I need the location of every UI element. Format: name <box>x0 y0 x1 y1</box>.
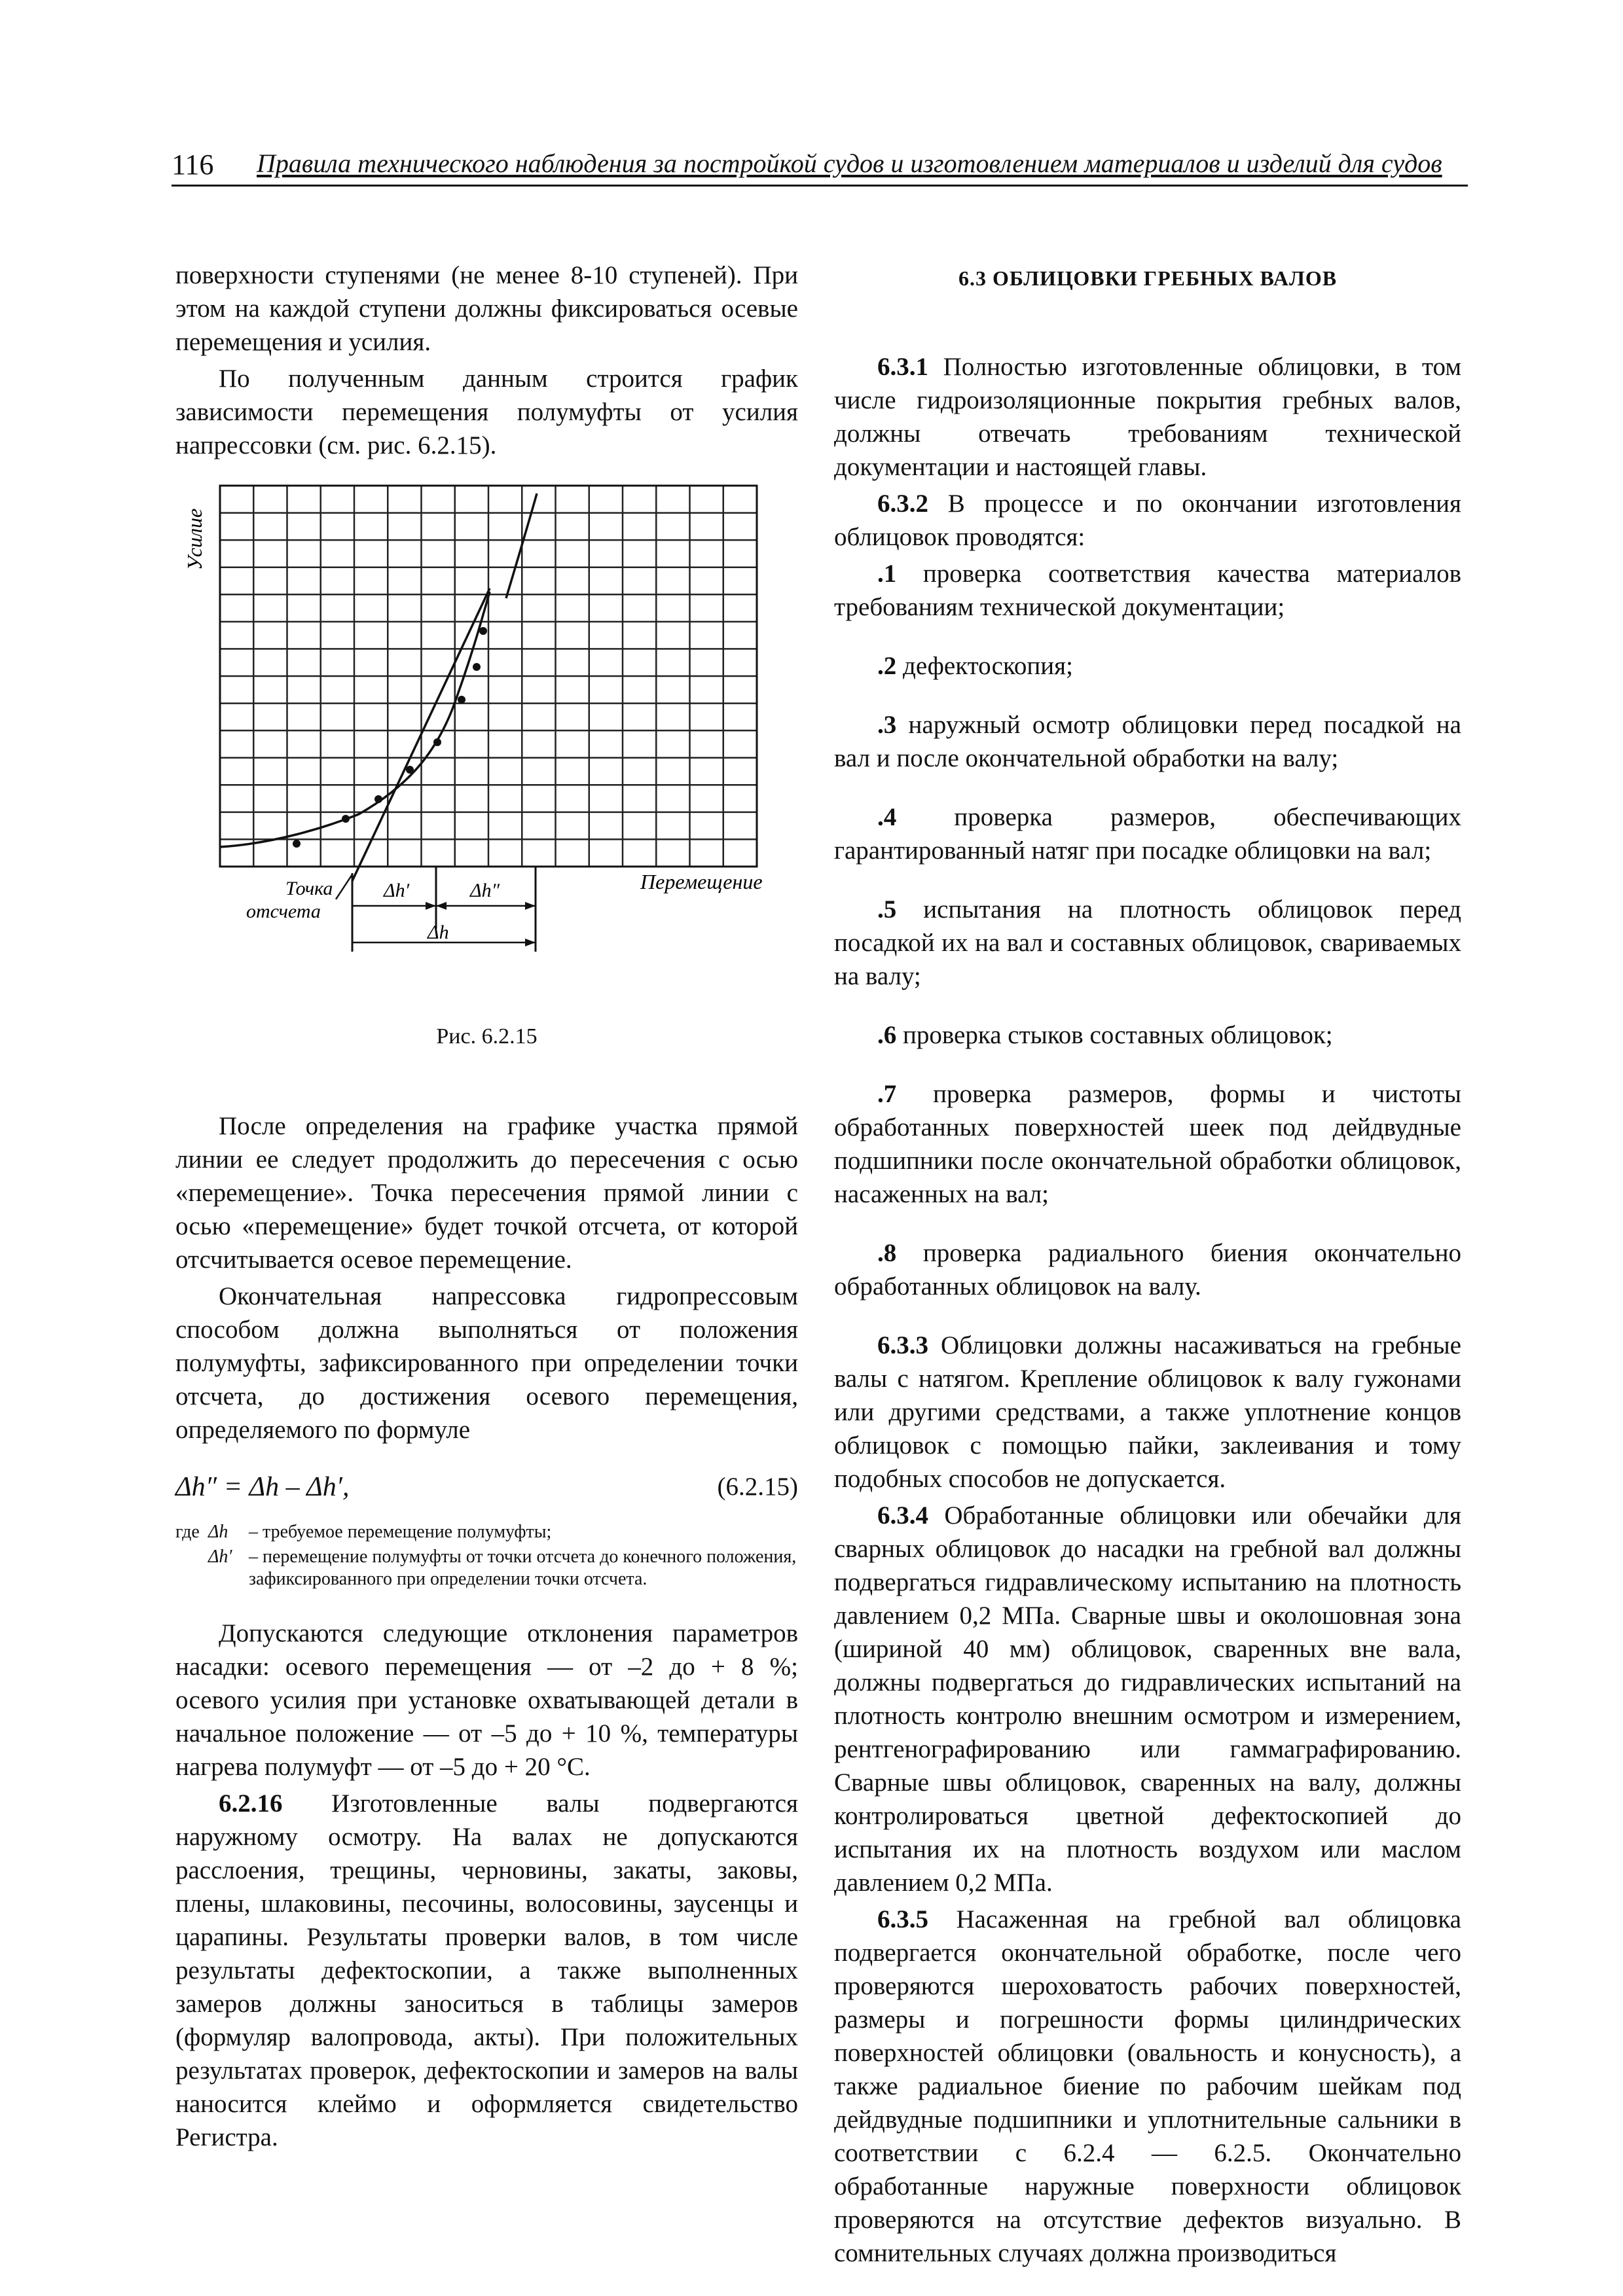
item-text: проверка размеров, обеспечивающих гарантированный натяг при посадке облицовки на вал; <box>834 803 1461 865</box>
formula <box>175 1469 798 1505</box>
clause-6-3-2 <box>834 487 1461 554</box>
figure-caption: Рис. 6.2.15 <box>436 1024 538 1049</box>
start-point-label: Точка <box>285 878 333 899</box>
list-item <box>834 1077 1461 1211</box>
right-column <box>834 259 1461 2270</box>
data-point <box>406 766 414 774</box>
legend-row <box>175 1521 798 1543</box>
item-text: проверка стыков составных облицовок; <box>896 1021 1333 1049</box>
clause-number: 6.2.16 <box>219 1789 283 1818</box>
clause-text: Полностью изготовленные облицовки, в том числе гидроизоляционные покрытия гребных валов, должны отвечать требованиям технической документации и настоящей главы. <box>834 353 1461 481</box>
item-number: .3 <box>877 711 897 739</box>
where-word: где <box>175 1522 200 1542</box>
item-number: .8 <box>877 1239 897 1267</box>
start-point-label: отсчета <box>246 901 321 922</box>
graph-grid <box>220 486 757 867</box>
item-number: .4 <box>877 803 897 831</box>
item-text: дефектоскопия; <box>896 652 1073 680</box>
clause-number: 6.3.2 <box>877 490 928 518</box>
spacer <box>175 1590 798 1617</box>
clause-text: В процессе и по окончании изготовления облицовок проводятся: <box>834 490 1461 551</box>
item-text: наружный осмотр облицовки перед посадкой на вал и после окончательной обработки на валу; <box>834 711 1461 772</box>
data-points <box>293 627 487 848</box>
arrow <box>426 902 436 910</box>
legend-symbol: Δh <box>208 1522 228 1542</box>
formula-legend <box>175 1521 798 1590</box>
clause-number: 6.3.4 <box>877 1501 928 1530</box>
clause-number: 6.3.5 <box>877 1905 928 1933</box>
formula-expression: Δh″ = Δh – Δh′, <box>175 1472 350 1502</box>
data-point <box>458 696 465 704</box>
clause-text: Обработанные облицовки или обечайки для сварных облицовок до насадки на гребной вал должны подвергаться гидравлическому испытанию на плотность давлением 0,2 МПа. Сварные швы и околошовная зона (шириной 40 мм) облицовок, сваренных вне вала, должны подвергаться до гидравлических испытаний на плотность контролю внешним осмотром и измерением, рентгенографированию или гаммаграфированию. Сварные швы облицовок, сваренных на валу, должны контролироваться цветной дефектоскопией до испытания их на плотность воздухом или маслом давлением 0,2 МПа. <box>834 1501 1461 1897</box>
legend-description: – перемещение полумуфты от точки отсчета до конечного положения, зафиксированного при определении точки отсчета. <box>249 1547 797 1589</box>
clause-6-3-4 <box>834 1499 1461 1899</box>
x-axis-label: Перемещение <box>640 870 763 893</box>
left-column <box>175 259 798 2154</box>
data-point <box>479 627 487 635</box>
page-number: 116 <box>172 149 214 181</box>
page-header <box>172 145 1468 187</box>
item-number: .6 <box>877 1021 897 1049</box>
paragraph: По полученным данным строится график зависимости перемещения полумуфты от усилия напрессовки (см. рис. 6.2.15). <box>175 365 798 459</box>
list-item <box>834 649 1461 683</box>
item-text: проверка размеров, формы и чистоты обработанных поверхностей шеек под дейдвудные подшипники после окончательной обработки облицовок, насаженных на вал; <box>834 1080 1461 1208</box>
formula-number: (6.2.15) <box>717 1473 798 1501</box>
clause-number: 6.3.3 <box>877 1331 928 1359</box>
clause-6-3-5 <box>834 1903 1461 2270</box>
start-point-leader <box>336 874 352 899</box>
item-number: .7 <box>877 1080 897 1108</box>
list-item <box>834 800 1461 867</box>
clause-text: Облицовки должны насаживаться на гребные валы с натягом. Крепление облицовок к валу гужонами или другими средствами, а также уплотнение концов облицовок с помощью пайки, заклеивания и тому подобных способов не допускается. <box>834 1331 1461 1493</box>
legend-row <box>175 1546 798 1590</box>
section-title: 6.3 ОБЛИЦОВКИ ГРЕБНЫХ ВАЛОВ <box>958 266 1338 290</box>
data-point <box>473 663 481 671</box>
arrow <box>436 902 447 910</box>
y-axis-label: Усилие <box>183 508 206 571</box>
data-point <box>293 840 301 848</box>
dh1-label: Δh′ <box>384 880 410 901</box>
paragraph: Допускаются следующие отклонения параметров насадки: осевого перемещения — от –2 до + 8 %; осевого усилия при установке охватывающей детали в начальное положение — от –5 до + 10 %, температуры нагрева полумуфт — от –5 до + 20 °C. <box>175 1619 798 1781</box>
clause-text: Изготовленные валы подвергаются наружному осмотру. На валах не допускаются расслоения, трещины, черновины, закаты, заковы, плены, шлаковины, песочины, волосовины, заусенцы и царапины. Результаты проверки валов, в том числе результаты дефектоскопии, а также выполненных замеров должны заноситься в таблицы замеров (формуляр валопровода, акты). При положительных результатах проверок, дефектоскопии и замеров на валы наносится клеймо и оформляется свидетельство Регистра. <box>175 1789 798 2151</box>
arrow <box>525 939 536 946</box>
list-item <box>834 708 1461 775</box>
clause-text: Насаженная на гребной вал облицовка подвергается окончательной обработке, после чего проверяются шероховатость рабочих поверхностей, размеры и погрешности формы цилиндрических поверхностей облицовки (овальность и конусность), а также радиальное биение по рабочим шейкам под дейдвудные подшипники и уплотнительные сальники в соответствии с 6.2.4 — 6.2.5. Окончательно обработанные наружные поверхности облицовок проверяются на отсутствие дефектов визуально. В сомнительных случаях должна производиться <box>834 1905 1461 2267</box>
item-text: испытания на плотность облицовок перед посадкой их на вал и составных облицовок, свариваемых на валу; <box>834 895 1461 990</box>
item-number: .1 <box>877 560 897 588</box>
list-item <box>834 893 1461 993</box>
arrow <box>525 902 536 910</box>
clause-6-3-3 <box>834 1329 1461 1496</box>
item-text: проверка радиального биения окончательно обработанных облицовок на валу. <box>834 1239 1461 1300</box>
paragraph: поверхности ступенями (не менее 8-10 ступеней). При этом на каждой ступени должны фиксироваться осевые перемещения и усилия. <box>175 261 798 356</box>
legend-description: – требуемое перемещение полумуфты; <box>249 1522 552 1542</box>
paragraph: После определения на графике участка прямой линии ее следует продолжить до пересечения с осью «перемещение». Точка пересечения прямой линии с осью «перемещение» будет точкой отсчета, от которой отсчитывается осевое перемещение. <box>175 1112 798 1274</box>
paragraph-6-2-16 <box>175 1787 798 2154</box>
paragraph: Окончательная напрессовка гидропрессовым способом должна выполняться от положения полумуфты, зафиксированного при определении точки отсчета, до достижения осевого перемещения, определяемого по формуле <box>175 1282 798 1444</box>
data-point <box>374 795 382 803</box>
item-number: .2 <box>877 652 897 680</box>
legend-indent <box>175 1546 208 1590</box>
list-item <box>834 1236 1461 1303</box>
dh2-label: Δh″ <box>470 880 500 901</box>
legend-symbol: Δh′ <box>208 1547 232 1567</box>
clause-number: 6.3.1 <box>877 353 928 381</box>
item-number: .5 <box>877 895 897 924</box>
running-title: Правила технического наблюдения за постройкой судов и изготовлением материалов и изделий для судов <box>257 149 1442 178</box>
clause-6-3-1 <box>834 350 1461 484</box>
list-item <box>834 1018 1461 1052</box>
list-item <box>834 557 1461 624</box>
data-point <box>433 738 441 746</box>
force-displacement-graph <box>175 480 798 1017</box>
item-text: проверка соответствия качества материалов требованиям технической документации; <box>834 560 1461 621</box>
data-point <box>342 815 350 823</box>
dh-label: Δh <box>428 922 449 943</box>
figure-6-2-15 <box>175 480 798 1017</box>
